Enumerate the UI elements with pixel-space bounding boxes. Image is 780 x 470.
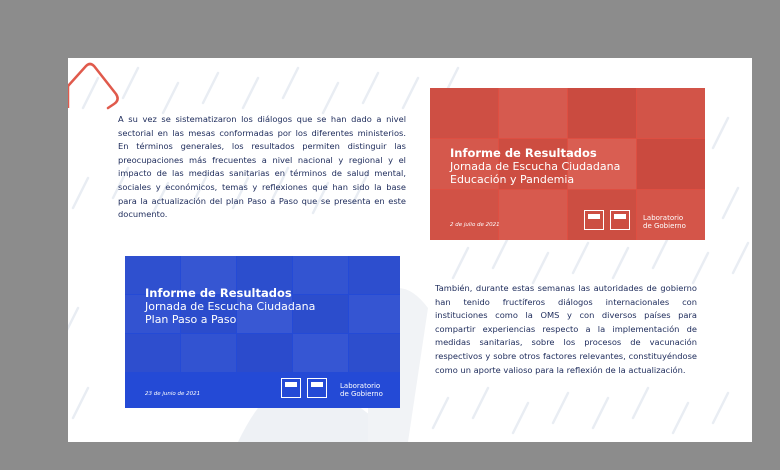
report-subtitle-line2: Plan Paso a Paso xyxy=(145,313,237,326)
report-title: Informe de Resultados xyxy=(145,286,292,300)
government-seal-icon xyxy=(584,210,604,230)
laboratorio-logo xyxy=(340,382,383,398)
document-page xyxy=(68,58,752,442)
report-subtitle-line1: Jornada de Escucha Ciudadana xyxy=(450,160,621,173)
laboratorio-logo xyxy=(643,214,686,230)
lab-line1: Laboratorio xyxy=(340,382,381,390)
report-subtitle-line1: Jornada de Escucha Ciudadana xyxy=(145,300,316,313)
report-date: 2 de julio de 2021 xyxy=(450,222,500,228)
report-date: 23 de junio de 2021 xyxy=(145,391,201,397)
report-subtitle-line2: Educación y Pandemia xyxy=(450,173,575,186)
lab-line1: Laboratorio xyxy=(643,214,684,222)
government-seal-icon xyxy=(307,378,327,398)
chevron-logo-icon xyxy=(68,58,128,118)
lab-line2: de Gobierno xyxy=(340,390,383,398)
report-title: Informe de Resultados xyxy=(450,146,597,160)
government-seal-icon xyxy=(281,378,301,398)
international-paragraph: También, durante estas semanas las autoridades de gobierno han tenido fructíferos diálogos internacionales con instituciones como la OMS y con diversos países para compartir experiencias respecto a la implementación de medidas sanitarias, sobre los procesos de vacunación respectivos y sobre otros factores relevantes, constituyéndose como un aporte valioso para la reflexión de la actualización. xyxy=(435,283,697,375)
lab-line2: de Gobierno xyxy=(643,222,686,230)
intro-paragraph: A su vez se sistematizaron los diálogos que se han dado a nivel sectorial en las mesas conformadas por los diferentes ministerios. En términos generales, los resultados permiten distinguir las preocupaciones más frecuentes a nivel nacional y regional y el impacto de las medidas sanitarias en términos de salud mental, sociales y económicos, temas y reflexiones que han sido la base para la actualización del plan Paso a Paso que se presenta en este documento. xyxy=(118,114,406,220)
report-card-education xyxy=(430,88,705,240)
government-seal-icon xyxy=(610,210,630,230)
report-card-paso-a-paso xyxy=(125,256,400,408)
